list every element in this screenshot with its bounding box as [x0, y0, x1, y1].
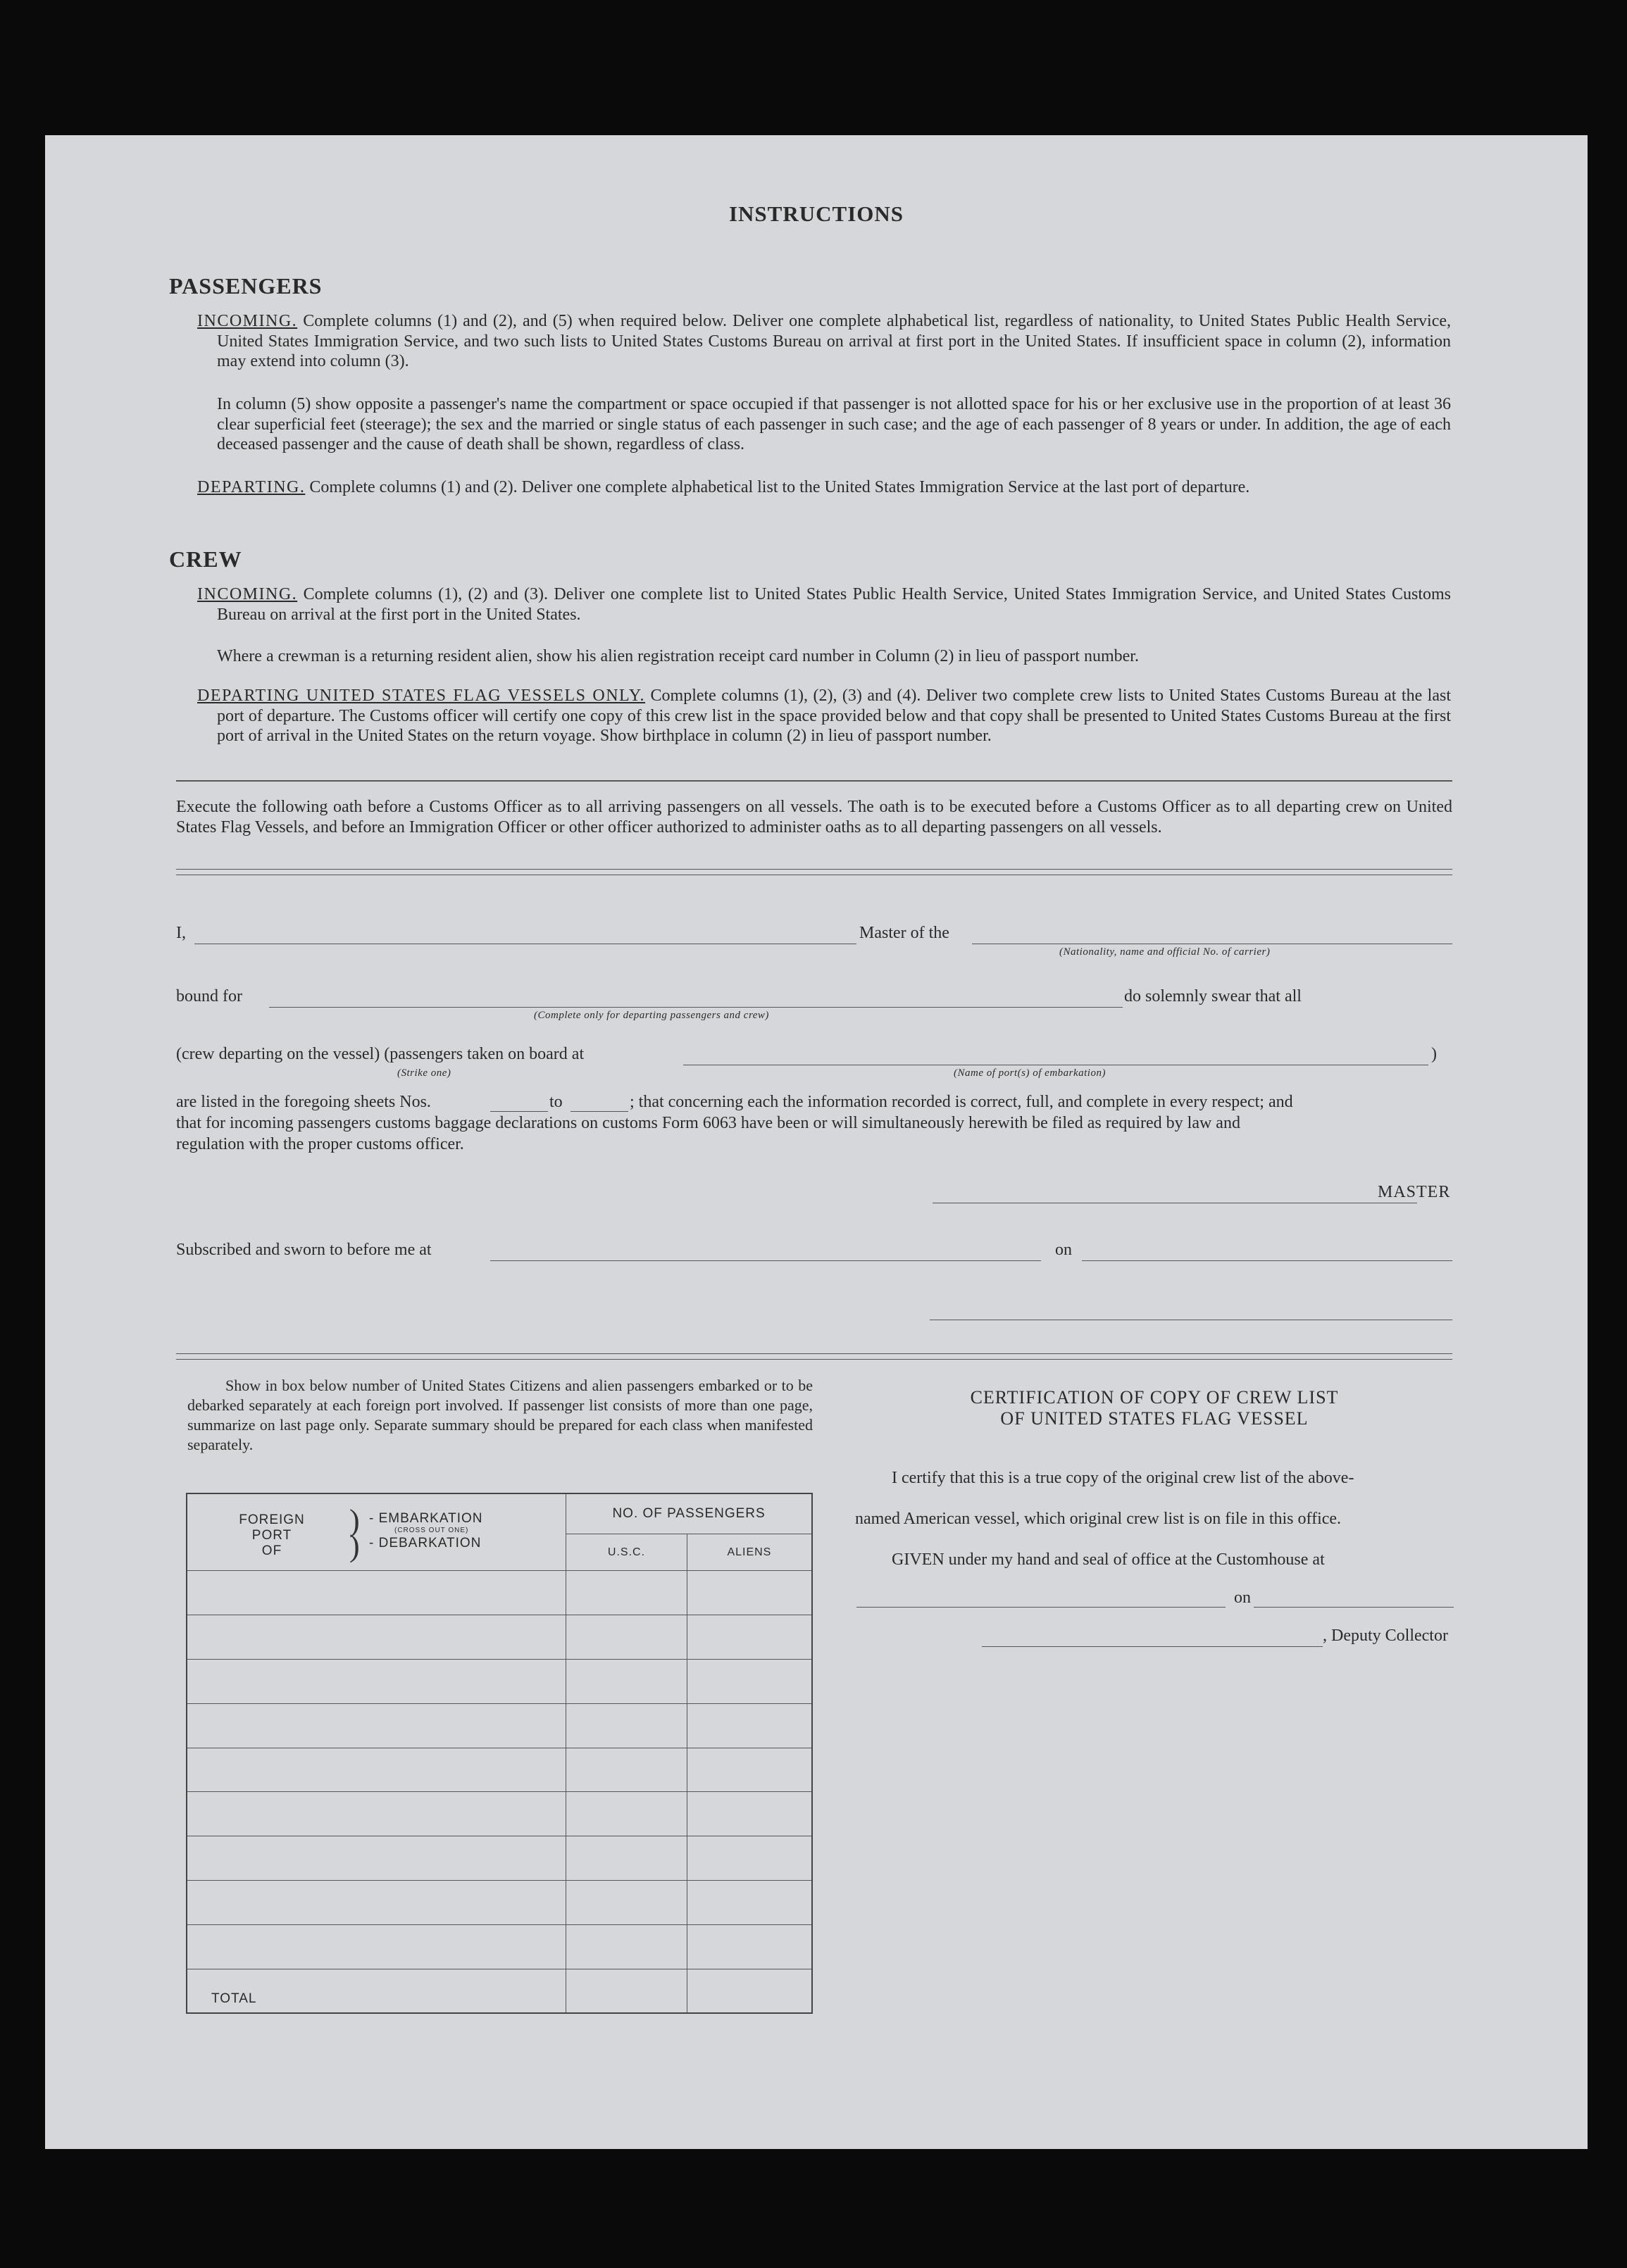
deputy-signature-line[interactable]: [982, 1646, 1323, 1647]
bound-for-label: bound for: [176, 987, 242, 1005]
table-row: [187, 1836, 812, 1881]
table-row: [187, 1659, 812, 1703]
port-header-cell: [187, 1493, 566, 1571]
usc-total-cell[interactable]: [566, 1969, 687, 2013]
usc-cell[interactable]: [566, 1571, 687, 1615]
usc-cell[interactable]: [566, 1659, 687, 1703]
usc-header: U.S.C.: [566, 1534, 687, 1571]
port-cell[interactable]: [187, 1792, 566, 1836]
certification-heading-1: CERTIFICATION OF COPY OF CREW LIST: [970, 1387, 1339, 1408]
usc-cell[interactable]: [566, 1836, 687, 1881]
usc-cell[interactable]: [566, 1924, 687, 1969]
usc-cell[interactable]: [566, 1748, 687, 1792]
usc-cell[interactable]: [566, 1792, 687, 1836]
passengers-departing-text: Complete columns (1) and (2). Deliver one complete alphabetical list to the United States Immigration Service at the last port of departure.: [309, 478, 1250, 496]
passengers-incoming-text: Complete columns (1) and (2), and (5) when required below. Deliver one complete alphabetical list, regardless of nationality, to United States Public Health Service, United States Immigration Service, and two such lists to United States Customs Bureau on arrival at first port in the United States. If insufficient space in column (2), information may extend into column (3).: [217, 312, 1452, 370]
aliens-cell[interactable]: [687, 1924, 812, 1969]
listed-to-label: to: [549, 1093, 563, 1111]
sheet-to-line[interactable]: [571, 1111, 628, 1112]
aliens-cell[interactable]: [687, 1836, 812, 1881]
oath-i-label: I,: [176, 924, 186, 942]
table-row: [187, 1615, 812, 1660]
table-row: [187, 1792, 812, 1836]
aliens-cell[interactable]: [687, 1659, 812, 1703]
of-label: OF: [261, 1543, 282, 1559]
sheet-from-line[interactable]: [490, 1111, 548, 1112]
passengers-heading: PASSENGERS: [169, 273, 323, 299]
crew-departing-label: (crew departing on the vessel) (passengers taken on board at: [176, 1045, 585, 1063]
port-label: PORT: [251, 1528, 292, 1543]
aliens-header: ALIENS: [687, 1534, 812, 1571]
table-row: [187, 1748, 812, 1792]
aliens-cell[interactable]: [687, 1703, 812, 1748]
listed-text-c: that for incoming passengers customs baggage declarations on customs Form 6063 have been or will simultaneously herewith be filed as required by law and: [176, 1114, 1240, 1132]
port-caption: (Name of port(s) of embarkation): [954, 1067, 1106, 1079]
page-title: INSTRUCTIONS: [728, 201, 904, 226]
sworn-place-line[interactable]: [490, 1260, 1041, 1261]
master-label: MASTER: [1378, 1183, 1451, 1201]
aliens-cell[interactable]: [687, 1880, 812, 1924]
usc-cell[interactable]: [566, 1880, 687, 1924]
complete-caption: (Complete only for departing passengers and crew): [534, 1010, 769, 1021]
port-cell[interactable]: [187, 1571, 566, 1615]
usc-cell[interactable]: [566, 1615, 687, 1660]
summary-instruction: Show in box below number of United States Citizens and alien passengers embarked or to be debarked separately at each foreign port involved. If passenger list consists of more than one page, summarize on last page only. Separate summary should be prepared for each class when manifested separately.: [187, 1377, 813, 1453]
divider: [176, 1359, 1452, 1360]
total-row: [187, 1969, 812, 2013]
customhouse-line[interactable]: [856, 1607, 1226, 1608]
certification-heading-2: OF UNITED STATES FLAG VESSEL: [1000, 1408, 1309, 1429]
passengers-column5-paragraph: In column (5) show opposite a passenger's name the compartment or space occupied if that passenger is not allotted space for his or her exclusive use in the proportion of at least 36 clear superficial feet (steerage); the sex and the married or single status of each passenger in such case; and the age of each passenger of 8 years or under. In addition, the age of each deceased passenger and the cause of death shall be shown, regardless of class.: [217, 395, 1451, 453]
total-label: TOTAL: [187, 1969, 566, 2013]
table-row: [187, 1924, 812, 1969]
aliens-cell[interactable]: [687, 1615, 812, 1660]
passengers-departing-lead: DEPARTING.: [197, 478, 306, 496]
crew-resident-paragraph: Where a crewman is a returning resident alien, show his alien registration receipt card number in Column (2) in lieu of passport number.: [217, 647, 1139, 665]
listed-text-b: ; that concerning each the information recorded is correct, full, and complete in every respect; and: [630, 1093, 1293, 1111]
sworn-date-line[interactable]: [1082, 1260, 1452, 1261]
certification-text-3: GIVEN under my hand and seal of office at the Customhouse at: [892, 1550, 1325, 1569]
table-row: [187, 1880, 812, 1924]
listed-text-a: are listed in the foregoing sheets Nos.: [176, 1093, 431, 1111]
port-cell[interactable]: [187, 1703, 566, 1748]
deputy-collector-label: , Deputy Collector: [1323, 1627, 1448, 1645]
port-cell[interactable]: [187, 1836, 566, 1881]
certification-text-2: named American vessel, which original crew list is on file in this office.: [855, 1510, 1342, 1528]
aliens-cell[interactable]: [687, 1792, 812, 1836]
table-row: [187, 1571, 812, 1615]
crew-heading: CREW: [169, 546, 242, 572]
sworn-on-label: on: [1055, 1241, 1072, 1259]
aliens-total-cell[interactable]: [687, 1969, 812, 2013]
subscribed-label: Subscribed and sworn to before me at: [176, 1241, 432, 1259]
port-cell[interactable]: [187, 1659, 566, 1703]
passengers-incoming-paragraph: [197, 311, 1451, 372]
listed-text-d: regulation with the proper customs officer.: [176, 1135, 464, 1153]
bound-for-line[interactable]: [269, 1007, 1123, 1008]
table-row: [187, 1703, 812, 1748]
aliens-cell[interactable]: [687, 1571, 812, 1615]
port-cell[interactable]: [187, 1615, 566, 1660]
port-cell[interactable]: [187, 1924, 566, 1969]
divider: [176, 780, 1452, 782]
embarkation-label: - EMBARKATION: [369, 1511, 483, 1527]
crew-flag-paragraph: [197, 686, 1451, 746]
strike-caption: (Strike one): [397, 1067, 451, 1079]
port-cell[interactable]: [187, 1880, 566, 1924]
close-paren: ): [1431, 1045, 1437, 1063]
aliens-cell[interactable]: [687, 1748, 812, 1792]
certification-text-1: I certify that this is a true copy of the original crew list of the above-: [892, 1469, 1354, 1487]
usc-cell[interactable]: [566, 1703, 687, 1748]
nationality-caption: (Nationality, name and official No. of carrier): [1059, 946, 1271, 958]
port-cell[interactable]: [187, 1748, 566, 1792]
crew-flag-lead: DEPARTING UNITED STATES FLAG VESSELS ONLY.: [197, 687, 646, 705]
cross-out-label: (CROSS OUT ONE): [394, 1527, 469, 1535]
form-sheet: [45, 135, 1588, 2149]
no-passengers-header: NO. OF PASSENGERS: [566, 1493, 812, 1534]
debarkation-label: - DEBARKATION: [369, 1536, 482, 1551]
swear-label: do solemnly swear that all: [1124, 987, 1302, 1005]
certification-date-line[interactable]: [1254, 1607, 1454, 1608]
crew-incoming-lead: INCOMING.: [197, 585, 298, 603]
passenger-summary-table: [186, 1493, 813, 2014]
oath-instruction: Execute the following oath before a Customs Officer as to all arriving passengers on all vessels. The oath is to be executed before a Customs Officer as to all departing crew on United States Flag Vessels, and before an Immigration Officer or other officer authorized to administer oaths as to all departing passengers on all vessels.: [176, 798, 1452, 837]
certification-on-label: on: [1234, 1589, 1251, 1607]
passengers-incoming-lead: INCOMING.: [197, 312, 298, 330]
divider: [176, 1353, 1452, 1354]
crew-flag-text: Complete columns (1), (2), (3) and (4). Deliver two complete crew lists to United States Customs Bureau at the last port of departure. The Customs officer will certify one copy of this crew list in the space provided below and that copy shall be presented to United States Customs Bureau at the first port of arrival in the United States on the return voyage. Show birthplace in column (2) in lieu of passport number.: [217, 687, 1452, 745]
master-of-label: Master of the: [859, 924, 949, 942]
bracket-left: ) ): [349, 1503, 360, 1564]
foreign-label: FOREIGN: [239, 1512, 305, 1528]
crew-incoming-paragraph: [197, 584, 1451, 625]
passengers-departing-paragraph: [197, 477, 1451, 498]
crew-incoming-text: Complete columns (1), (2) and (3). Deliver one complete list to United States Public Health Service, United States Immigration Service, and United States Customs Bureau on arrival at the first port in the United States.: [217, 585, 1452, 624]
divider: [176, 869, 1452, 870]
